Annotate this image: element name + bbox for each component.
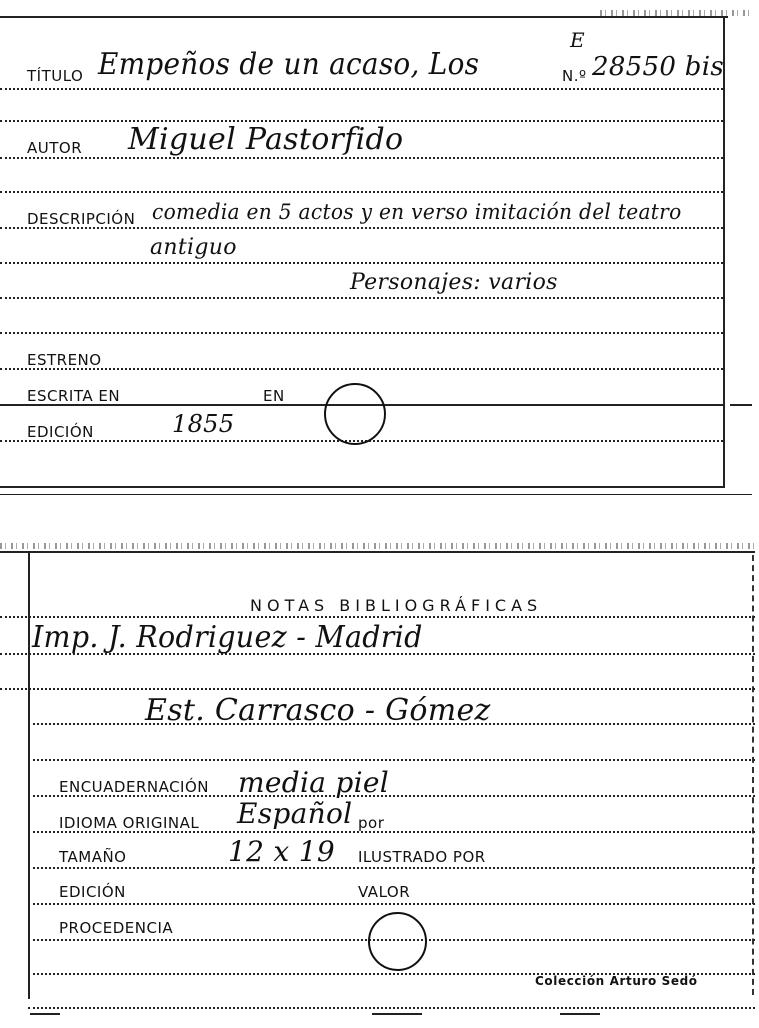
autor-value: Miguel Pastorfido [128, 122, 404, 157]
notas-line1: Imp. J. Rodriguez - Madrid [32, 620, 423, 655]
personajes-value: Personajes: varios [350, 270, 558, 295]
card-edge-mark [30, 1013, 60, 1015]
card-edge-mark [560, 1013, 600, 1015]
rule-line [0, 616, 755, 618]
rule-line [28, 903, 755, 905]
escrita-en-label: ESCRITA EN [27, 387, 121, 405]
card-top-edge [0, 16, 728, 18]
card-bottom-edge [0, 486, 725, 488]
card-left-edge [28, 551, 30, 999]
rule-line-stub [730, 404, 752, 406]
idioma-label: IDIOMA ORIGINAL [59, 814, 200, 832]
card-edge-speckle [0, 543, 755, 549]
descripcion-label: DESCRIPCIÓN [27, 210, 136, 228]
descripcion-line2: antiguo [150, 235, 237, 260]
rule-line [0, 688, 755, 690]
valor-label: VALOR [358, 883, 411, 901]
rule-line [28, 759, 755, 761]
edicion-value: 1855 [172, 410, 235, 438]
rule-line [0, 88, 723, 90]
numero-prefix: E [570, 28, 585, 52]
edicion-back-label: EDICIÓN [59, 883, 126, 901]
ilustrado-label: ILUSTRADO POR [358, 848, 486, 866]
coleccion-credit: Colección Arturo Sedó [535, 974, 698, 988]
numero-label: N.º [562, 67, 587, 85]
encuadernacion-value: media piel [238, 766, 389, 799]
titulo-label: TÍTULO [27, 67, 84, 85]
card-edge-mark [372, 1013, 422, 1015]
en-label: EN [263, 387, 285, 405]
rule-line [28, 867, 755, 869]
numero-value: 28550 bis [592, 52, 724, 82]
card-right-edge [723, 16, 725, 486]
rule-line [0, 191, 723, 193]
punch-hole-circle [324, 383, 386, 445]
rule-line [0, 332, 723, 334]
catalog-card-front [0, 0, 759, 500]
card-right-edge [752, 555, 754, 995]
estreno-label: ESTRENO [27, 351, 102, 369]
autor-label: AUTOR [27, 139, 83, 157]
encuadernacion-label: ENCUADERNACIÓN [59, 778, 210, 796]
rule-line [0, 262, 723, 264]
notas-line2: Est. Carrasco - Gómez [145, 693, 491, 728]
catalog-card-back [0, 535, 759, 1028]
procedencia-label: PROCEDENCIA [59, 919, 174, 937]
rule-line [0, 368, 723, 370]
card-bottom-edge [28, 1007, 755, 1009]
tamano-value: 12 x 19 [228, 835, 335, 868]
edicion-label: EDICIÓN [27, 423, 94, 441]
por-label: por [358, 814, 385, 832]
descripcion-line1: comedia en 5 actos y en verso imitación del teatro [152, 200, 682, 224]
card-top-edge [0, 551, 755, 553]
punch-hole-circle [368, 912, 427, 971]
tamano-label: TAMAÑO [59, 848, 127, 866]
idioma-value: Español [237, 797, 353, 830]
rule-line [0, 157, 723, 159]
titulo-value: Empeños de un acaso, Los [98, 47, 480, 82]
notas-heading: NOTAS BIBLIOGRÁFICAS [250, 596, 543, 615]
rule-line [0, 297, 723, 299]
card-shadow-edge [0, 494, 752, 495]
